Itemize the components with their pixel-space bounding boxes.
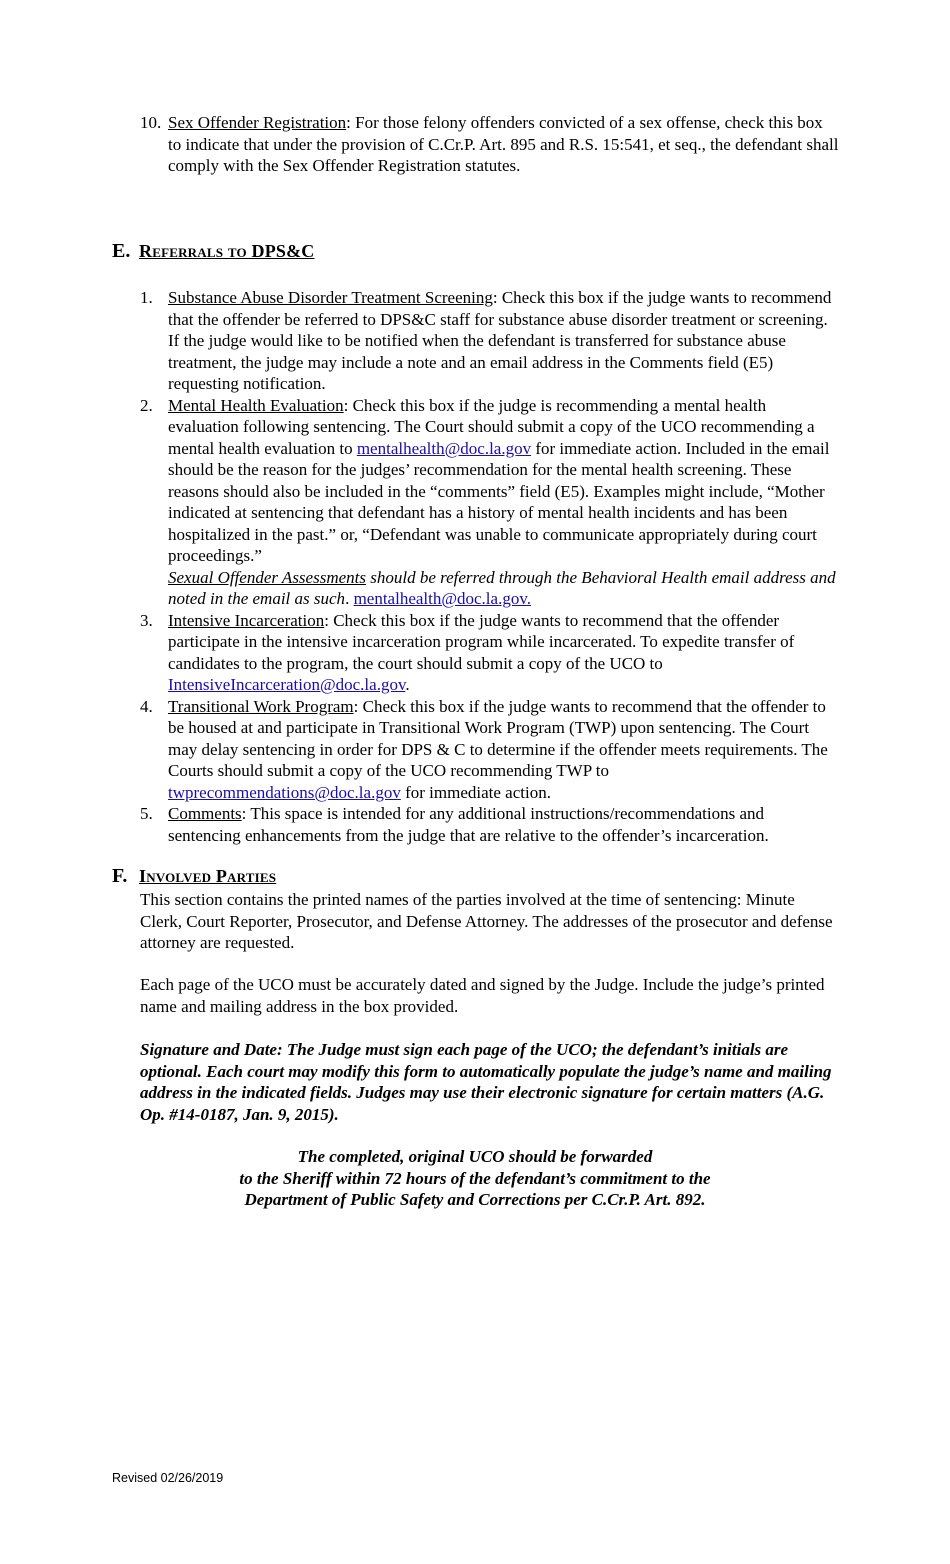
list-item-transitional-work bbox=[140, 696, 840, 804]
section-letter: F. bbox=[112, 865, 128, 887]
section-e-list bbox=[140, 287, 840, 846]
item-body: : Check this box if the judge is recommending a mental health evaluation following sentencing. The Court should submit a copy of the UCO recommending a mental health evaluation to bbox=[168, 395, 815, 458]
item-number: 2. bbox=[140, 395, 153, 415]
list-item-comments bbox=[140, 803, 840, 846]
signature-date-note: Signature and Date: The Judge must sign each page of the UCO; the defendant’s initials are optional. Each court may modify this form to automatically populate the judge’s name and mailing address in the indicated fields. Judges may use their electronic signature for certain matters (A.G. Op. #14-0187, Jan. 9, 2015). bbox=[140, 1040, 832, 1124]
item-number: 4. bbox=[140, 696, 153, 716]
closing-line: to the Sheriff within 72 hours of the defendant’s commitment to the bbox=[239, 1168, 711, 1188]
revised-date-footer: Revised 02/26/2019 bbox=[112, 1471, 224, 1485]
closing-line: The completed, original UCO should be forwarded bbox=[297, 1147, 653, 1166]
item-text bbox=[140, 112, 840, 177]
section-e-heading bbox=[112, 241, 315, 263]
involved-parties-paragraph: This section contains the printed names of the parties involved at the time of sentencing: Minute Clerk, Court Reporter, Prosecutor, and Defense Attorney. The addresses of the prosecutor and defense attorney are requested. bbox=[140, 890, 833, 952]
item-body-cont: for immediate action. Included in the email should be the reason for the judges’ recommendation for the mental health screening. These reasons should also be included in the “comments” field (E5). Examples might include, “Mother indicated at sentencing that defendant has a history of mental health incidents and has been hospitalized in the past.” or, “Defendant was unable to communicate appropriately during court proceedings.” bbox=[168, 438, 830, 565]
item-label: Substance Abuse Disorder Treatment Screening bbox=[168, 288, 493, 307]
closing-line: Department of Public Safety and Corrections per C.Cr.P. Art. 892. bbox=[244, 1190, 706, 1209]
item-number: 10. bbox=[140, 113, 162, 132]
item-10-sex-offender-registration bbox=[140, 112, 840, 177]
item-label: Transitional Work Program bbox=[168, 696, 354, 716]
section-letter: E. bbox=[112, 240, 131, 262]
section-title: Involved Parties bbox=[139, 866, 277, 886]
item-body-cont: . bbox=[405, 675, 410, 694]
mentalhealth-email-link[interactable]: mentalhealth@doc.la.gov bbox=[356, 438, 532, 458]
item-number: 3. bbox=[140, 610, 153, 630]
behavioral-health-email-link[interactable]: mentalhealth@doc.la.gov. bbox=[353, 589, 531, 608]
section-title: Referrals to DPS&C bbox=[139, 241, 315, 261]
judge-signature-paragraph: Each page of the UCO must be accurately dated and signed by the Judge. Include the judge’s printed name and mailing address in the box provided. bbox=[140, 975, 825, 1016]
item-number: 1. bbox=[140, 288, 153, 307]
closing-instruction bbox=[140, 1146, 810, 1211]
item-label: Intensive Incarceration bbox=[168, 610, 325, 630]
item-body: : Check this box if the judge wants to recommend that the offender be referred to DPS&C staff for substance abuse disorder treatment or screening. If the judge would like to be notified when the defendant is transferred for substance abuse treatment, the judge may include a note and an email address in the Comments field (E5) requesting notification. bbox=[168, 288, 832, 393]
section-f-heading bbox=[112, 866, 276, 888]
item-body: : Check this box if the judge wants to recommend that the offender to be housed at and participate in Transitional Work Program (TWP) upon sentencing. The Court may delay sentencing in order for DPS & C to determine if the offender meets requirements. The Courts should submit a copy of the UCO recommending TWP to bbox=[168, 696, 828, 780]
item-body: : This space is intended for any additional instructions/recommendations and sentencing enhancements from the judge that are relative to the offender’s incarceration. bbox=[168, 804, 769, 845]
list-item-mental-health bbox=[140, 395, 840, 610]
note-label: Sexual Offender Assessments bbox=[168, 567, 366, 587]
item-label: Sex Offender Registration bbox=[168, 113, 347, 132]
item-number: 5. bbox=[140, 804, 153, 823]
list-item-substance-abuse bbox=[140, 287, 840, 395]
note-text: should be referred through the Behavioral Health email address and noted in the email as such bbox=[168, 567, 836, 608]
twp-email-link[interactable]: twprecommendations@doc.la.gov bbox=[168, 782, 401, 802]
note-period: . bbox=[345, 589, 354, 608]
item-body: : Check this box if the judge wants to recommend that the offender participate in the intensive incarceration program while incarcerated. To expedite transfer of candidates to the program, the court should submit a copy of the UCO to bbox=[168, 610, 795, 673]
list-item-intensive-incarceration bbox=[140, 610, 840, 696]
item-label: Comments bbox=[168, 804, 242, 823]
item-label: Mental Health Evaluation bbox=[168, 395, 344, 415]
item-body-cont: for immediate action. bbox=[400, 782, 551, 802]
intensive-incarceration-email-link[interactable]: IntensiveIncarceration@doc.la.gov bbox=[168, 675, 406, 694]
item-body: : For those felony offenders convicted of a sex offense, check this box to indicate that under the provision of C.Cr.P. Art. 895 and R.S. 15:541, et seq., the defendant shall comply with the Sex Offender Registration statutes. bbox=[168, 113, 839, 175]
